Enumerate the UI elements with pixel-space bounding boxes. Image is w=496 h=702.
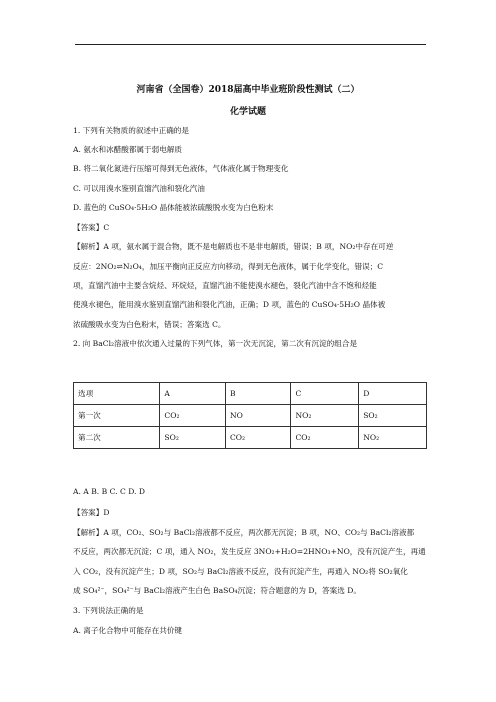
table-header-row [74,383,427,405]
q2-answer: 【答案】D [73,508,110,517]
q2-analysis-line: 不反应，两次都无沉淀；C 项，通入 NO₂，发生反应 3NO₂+H₂O=2HNO₃+NO，没有沉淀产生，再通 [73,547,426,556]
table-cell: NO [225,405,291,427]
q1-stem: 1. 下列有关物质的叙述中正确的是 [73,126,189,135]
document-subtitle: 化学试题 [229,107,266,117]
q1-option-a: A. 氨水和冰醋酸都属于弱电解质 [73,145,183,154]
table-row [74,427,427,449]
table-cell: B [225,383,291,405]
table-cell: 第二次 [74,427,160,449]
q2-stem: 2. 向 BaCl₂溶液中依次通入过量的下列气体，第一次无沉淀，第二次有沉淀的组合是 [73,339,358,348]
table-cell: 选项 [74,383,160,405]
q1-answer: 【答案】C [73,223,110,232]
table-cell: SO₂ [359,405,427,427]
q1-option-b: B. 将二氧化氮进行压缩可得到无色液体，气体液化属于物理变化 [73,164,289,173]
table-cell: CO₂ [225,427,291,449]
q1-analysis-line: 【解析】A 项，氨水属于混合物，既不是电解质也不是非电解质，错误；B 项，NO₂中存在可逆 [73,242,394,251]
table-cell: C [291,383,359,405]
table-cell: CO₂ [291,427,359,449]
q1-option-d: D. 蓝色的 CuSO₄·5H₂O 晶体能被浓硫酸脱水变为白色粉末 [73,203,274,212]
q1-analysis-line: 使溴水褪色，能用溴水鉴别直馏汽油和裂化汽油，正确；D 项，蓝色的 CuSO₄·5H₂O 晶体被 [73,300,386,309]
table-cell: A [160,383,226,405]
header-rule [75,44,426,45]
table-cell: NO₂ [359,427,427,449]
document-title: 河南省（全国卷）2018届高中毕业班阶段性测试（二） [136,85,360,95]
q1-analysis-line: 反应：2NO₂⇌N₂O₄，加压平衡向正反应方向移动，得到无色液体，属于化学变化，错误；C [73,262,384,271]
table-cell: 第一次 [74,405,160,427]
table-cell: D [359,383,427,405]
q3-option-a: A. 离子化合物中可能存在共价键 [73,626,183,635]
q2-options-table [73,382,427,449]
table-cell: CO₂ [160,405,226,427]
q1-option-c: C. 可以用溴水鉴别直馏汽油和裂化汽油 [73,184,205,193]
table-row [74,405,427,427]
table-cell: SO₂ [160,427,226,449]
q2-analysis-line: 成 SO₄²⁻，SO₄²⁻与 BaCl₂溶液产生白色 BaSO₄沉淀；符合题意的为 D，答案选 D。 [73,586,361,595]
table-cell: NO₂ [291,405,359,427]
q1-analysis-line: 项，直馏汽油中主要含烷烃、环烷烃，直馏汽油不能使溴水褪色，裂化汽油中含不饱和烃能 [73,281,377,290]
q2-analysis-line: 入 CO₂，没有沉淀产生；D 项，SO₂与 BaCl₂溶液不反应，没有沉淀产生，再通入 NO₂将 SO₂氧化 [73,567,408,576]
q2-choices: A. A B. B C. C D. D [73,487,145,496]
q2-analysis-line: 【解析】A 项，CO₂、SO₂与 BaCl₂溶液都不反应，两次都无沉淀；B 项，NO、CO₂与 BaCl₂溶液都 [73,528,415,537]
q3-stem: 3. 下列说法正确的是 [73,606,144,615]
q1-analysis-line: 浓硫酸吸水变为白色粉末，错误；答案选 C。 [73,320,226,329]
